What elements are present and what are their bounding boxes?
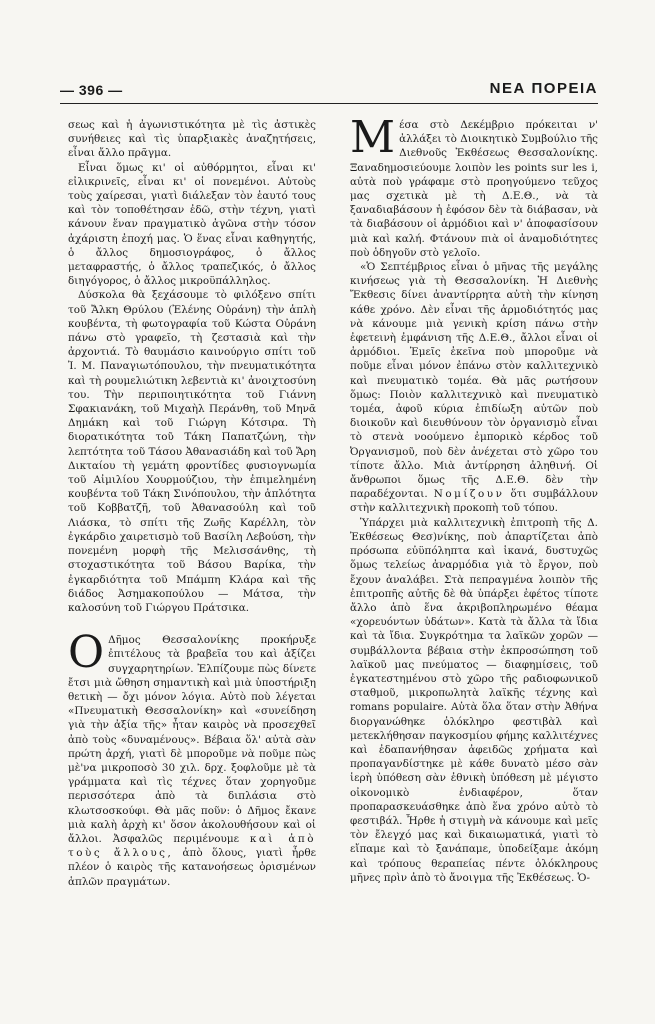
paragraph-text: ἀπὸ ὅλους, γιατὶ ἦρθε πλέον ὁ καιρὸς τῆς κατανοήσεως ὁρισμένων ἁπλῶν πραγμάτων. — [68, 847, 316, 888]
paragraph: Ὑπάρχει μιὰ καλλιτεχνικὴ ἐπιτροπὴ τῆς Δ. Ἐκθέσεως Θεσ)νίκης, ποὺ ἀπαρτίζεται ἀπὸ πρόσωπα εὐϋπόληπτα καὶ ἱκανά, δυστυχῶς ὅμως τελείως ἀναρμόδια γιὰ τὸ ἔργον, ποὺ ἔχουν ἀναλάβει. Στὰ πεπραγμένα λοιπὸν τῆς ἐπιτροπῆς αὐτῆς δὲ θὰ ὑπάρξει ἐφέτος τίποτε ἄλλο ἀπὸ ἕνα ἀκριβοπληρωμένο θέαμα «χορευόντων ὑδάτων». Κατὰ τὰ ἄλλα τὰ ἴδια καὶ τὰ ἴδια. Συγκρότημα τα λαϊκῶν χορῶν — συμβάλλοντα βέβαια στὴν ἐκπροσώπηση τοῦ λαϊκοῦ μας πνεύματος — διαφημίσεις, τοῦ ἐγκατεστημένου στὸ χῶρο τῆς ραδιοφωνικοῦ σταθμοῦ, μικροπωλητὰ λαϊκῆς τέχνης καὶ romans populaire. Αὐτὰ ὅλα ὅταν στὴν Ἀθήνα διοργανώθηκε ὁλόκληρο φεστιβὰλ καὶ μετεκλήθησαν παγκοσμίου φήμης καλλιτέχνες καὶ ἐδαπανήθησαν ἀφειδῶς χρήματα καὶ προπαγανδίστηκε μὲ κάθε δυνατὸ μέσο σὰν ἱερὴ ὑπόθεση σὰν ἐθνικὴ ὑπόθεση μὲ μέγιστο οἰκονομικὸ ἐνδιαφέρον, ὅταν προπαρασκευάσθηκε ἀπὸ ἕνα χρόνο αὐτὸ τὸ φεστιβάλ. Ἦρθε ἡ στιγμὴ νὰ κάνουμε καὶ μεῖς τὸν ἔλεγχό μας καὶ δικαιωματικά, γιατὶ τὸ εἴπαμε καὶ τὸ ξανάπαμε, ὑποδείξαμε ἀκόμη καὶ τρόπους θεραπείας πέντε ὁλόκληρους μῆνες πρὶν ἀπὸ τὸ ἄνοιγμα τῆς Ἐκθέσεως. Ὁ- — [350, 516, 598, 884]
left-column — [68, 118, 316, 889]
paragraph — [350, 260, 598, 516]
page-number: — 396 — — [60, 82, 123, 98]
running-title: ΝΕΑ ΠΟΡΕΙΑ — [489, 80, 598, 97]
right-column — [350, 112, 598, 885]
paragraph — [350, 112, 598, 260]
drop-cap: Μ — [350, 112, 396, 163]
spaced-text: καὶ ἀπὸ τοὺς ἄλλους, — [68, 832, 316, 860]
paragraph-text: «Ὁ Σεπτέμβριος εἶναι ὁ μῆνας τῆς μεγάλης κινήσεως γιὰ τὴ Θεσσαλονίκη. Ἡ Διεθνὴς Ἔκθεσις δίνει ἀναντίρρητα αὐτὴ τὴν κίνηση κάθε χρόνο. Δὲν εἶναι τῆς ἁρμοδιότητός μας νὰ κάνουμε μιὰ γενικὴ κρίση πάνω στὴν ἐφετεινὴ ἐμφάνιση τῆς Δ.Ε.Θ., ἄλλοι εἶναι οἱ ἁρμόδιοι. Ἐμεῖς ἐκεῖνα ποὺ μποροῦμε νὰ ποῦμε εἶναι μόνον ἐπάνω στὸν καλλιτεχνικὸ καὶ πνευματικὸ τομέα. Θὰ μᾶς ρωτήσουν ὅμως: Ποιὸν καλλιτεχνικὸ καὶ πνευματικὸ τομέα, ἀφοῦ κύρια ἐπιδίωξη αὐτῶν ποὺ διοικοῦν καὶ διευθύνουν τὸν ὀργανισμὸ εἶναι τὸ στενὰ νοούμενο ἐμπορικὸ κέρδος τοῦ Ὀργανισμοῦ, ποὺ δὲν ἀνέχεται στὸ χῶρο του τίποτε ἄλλο. Μιὰ ἀντίρρηση ἀληθινή. Οἱ ἄνθρωποι ὅμως τῆς Δ.Ε.Θ. δὲν τὴν παραδέχονται. — [350, 261, 598, 501]
paragraph-text: ὅτι συμβάλλουν στὴν καλλιτεχνικὴ προκοπὴ τοῦ τόπου. — [350, 488, 598, 515]
paragraph — [68, 627, 316, 889]
page-header — [60, 76, 598, 106]
paragraph: Εἶναι ὅμως κι' οἱ αὐθόρμητοι, εἶναι κι' εἰλικρινεῖς, εἶναι κι' οἱ πονεμένοι. Αὐτοὺς τοὺς χαίρεσαι, γιατὶ διάλεξαν τὸν ἑαυτό τους καὶ τὸν τοποθέτησαν ἐδῶ, στὴν τέχνη, γιατὶ κάνουν ἕναν πραγματικὸ ἀγῶνα στὴν τόσον ἀχάριστη ἐποχή μας. Ὁ ἕνας εἶναι καθηγητής, ὁ ἄλλος δημοσιογράφος, ὁ ἄλλος μεταφραστής, ὁ ἄλλος τραπεζικός, ὁ ἄλλος διηγόγορος, ὁ ἄλλος μικροϋπάλληλος. — [68, 161, 316, 288]
paragraph: σεως καὶ ἡ ἀγωνιστικότητα μὲ τὶς ἀστικὲς συνήθειες καὶ τὶς ὑπαρξιακὲς ἀναζητήσεις, εἶναι ἄλλο πρᾶγμα. — [68, 119, 316, 160]
header-rule — [60, 103, 598, 104]
spaced-text: Νομίζουν — [433, 488, 505, 501]
paragraph: Δύσκολα θὰ ξεχάσουμε τὸ φιλόξενο σπίτι τοῦ Ἄλκη Θρύλου (Ἐλένης Οὐράνη) τὴν ἁπλὴ κουβέντα, τὴ φωτογραφία τοῦ Κώστα Οὐράνη πάνω στὸ γραφεῖο, τὴ ζεστασιὰ καὶ τὴν ἀρχοντιά. Τὸ θαυμάσιο καινούργιο σπίτι τοῦ Ἰ. Μ. Παναγιωτόπουλου, τὴν πνευματικότητα καὶ τὴ ρουμελιώτικη λεβεντιὰ κι' ἀνοιχτοσύνη του. Τὴν περιποιητικότητα τοῦ Γιάννη Σφακιανάκη, τοῦ Μιχαὴλ Περάνθη, τοῦ Μηνᾶ Δημάκη καὶ τοῦ Γιώργη Κότσιρα. Τὴ διορατικότητα τοῦ Τάκη Παπατζώνη, τὴν λεπτότητα τοῦ Τάσου Ἀθανασιάδη καὶ τοῦ Ἄρη Δικταίου τὴ γεμάτη φροντίδες φυσιογνωμία τοῦ Αἰμιλίου Χουρμούζιου, τὴν ἐπιμελημένη κουβέντα τοῦ Τάκη Σινόπουλου, τὴν ἁπλότητα τοῦ Κοββατζῆ, τοῦ Ἀθανασούλη καὶ τοῦ Λιάσκα, τὸ σπίτι τῆς Ζωῆς Καρέλλη, τὸν ἐγκάρδιο χαιρετισμὸ τοῦ Βασίλη Λεβούση, τὴν πονεμένη μορφὴ τῆς Μελισσάνθης, τὴ στοχαστικότητα τοῦ Βάσου Βαρίκα, τὴν ἐγκαρδιότητα τοῦ Μπάμπη Κλάρα καὶ τῆς διάδος Ἀσημακοπούλου — Μάτσα, τὴν καλοσύνη τοῦ Γιώργου Πράτσικα. — [68, 289, 316, 614]
drop-cap: Ο — [68, 627, 105, 679]
paragraph-text: έσα στὸ Δεκέμβριο πρόκειται ν' ἀλλάξει τὸ Διοικητικὸ Συμβούλιο τῆς Διεθνοῦς Ἐκθέσεως Θεσσαλονίκης. Ξαναδημοσιεύουμε λοιπὸν les points sur les i, αὐτὰ ποὺ γράφαμε στὸ προηγούμενο τεῦχος μας σχετικὰ μὲ τὴ Δ.Ε.Θ., νὰ τὰ ξαναδιαβάσουν ἡ ἐφόσον δὲν τὰ διάβασαν, νὰ τὰ διαβάσουν οἱ ἁρμόδιοι καὶ ν' ἀποφασίσουν μιὰ καὶ καλή. Φτάνουν πιὰ οἱ ἀναμοδιότητες ποὺ ὁδηγοῦν στὸ γελοῖο. — [350, 119, 598, 259]
paragraph-text: Δῆμος Θεσσαλονίκης προκήρυξε ἐπιτέλους τὰ βραβεῖα του καὶ ἀξίζει συγχαρητηρίων. Ἐλπίζουμε πὼς δίνετε ἔτσι μιὰ ὤθηση σημαντικὴ καὶ μιὰ ὑποστήριξη θετικὴ — ὄχι μόνον λόγια. Αὐτὸ ποὺ λέγεται «Πνευματικὴ Θεσσαλονίκη» καὶ «συνείδηση γιὰ τὴν ἀξία τῆς» ἦταν καιρὸς νὰ προσεχθεῖ ἀπὸ τοὺς «δυναμένους». Βέβαια ὅλ' αὐτὰ σὰν πρώτη ἀρχή, γιατὶ δὲ μποροῦμε νὰ ποῦμε πὼς μὲ'να μικροποσὸ 30 χιλ. δρχ. ξοφλοῦμε μὲ τὰ γράμματα καὶ τὶς τέχνες ὅταν χορηγοῦμε περισσότερα ἀπὸ τὰ διπλάσια στὸ κλωτσοσκούφι. Θὰ μᾶς ποῦν: ὁ Δῆμος ἔκανε μιὰ καλὴ ἀρχὴ κι' ὅσον ἀκολουθήσουν καὶ οἱ ἄλλοι. Ἀσφαλῶς περιμένουμε — [68, 634, 316, 845]
